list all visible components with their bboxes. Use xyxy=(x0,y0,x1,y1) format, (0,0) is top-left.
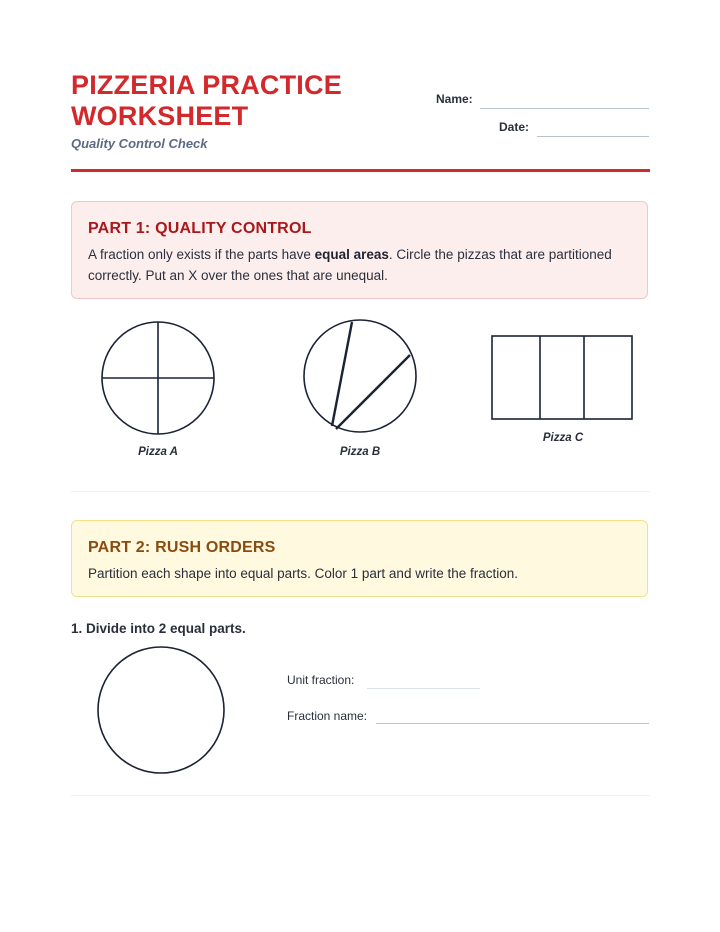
section-divider xyxy=(71,491,650,492)
part1-text-bold: equal areas xyxy=(314,247,389,262)
pizza-a-shape[interactable] xyxy=(102,322,214,434)
worksheet-title: PIZZERIA PRACTICE WORKSHEET xyxy=(71,70,342,131)
date-label: Date: xyxy=(499,120,530,134)
worksheet-subtitle: Quality Control Check xyxy=(71,136,208,151)
part2-instructions-box xyxy=(71,520,648,597)
part2-instructions: Partition each shape into equal parts. Color 1 part and write the fraction. xyxy=(88,566,518,581)
pizza-b-shape[interactable] xyxy=(304,320,416,432)
pizza-b-label: Pizza B xyxy=(339,446,381,458)
part1-text-end: . Circle the pizzas that are partitioned correctly. Put an X over the ones that are unequal. xyxy=(88,247,612,283)
unit-fraction-field[interactable] xyxy=(367,688,480,689)
question-divider xyxy=(71,795,650,796)
fraction-name-field[interactable] xyxy=(376,723,649,724)
question-1-label: 1. Divide into 2 equal parts. xyxy=(71,621,246,636)
pizza-c-shape[interactable] xyxy=(492,336,632,419)
part1-text-start: A fraction only exists if the parts have xyxy=(88,247,315,262)
unit-fraction-label: Unit fraction: xyxy=(287,673,355,687)
pizza-c-label: Pizza C xyxy=(542,432,584,444)
fraction-name-label: Fraction name: xyxy=(287,709,368,723)
name-label: Name: xyxy=(436,92,473,106)
part1-title: PART 1: QUALITY CONTROL xyxy=(88,220,312,237)
part2-title: PART 2: RUSH ORDERS xyxy=(88,539,276,556)
q1-circle-shape[interactable] xyxy=(98,647,224,773)
pizza-a-label: Pizza A xyxy=(138,446,178,458)
